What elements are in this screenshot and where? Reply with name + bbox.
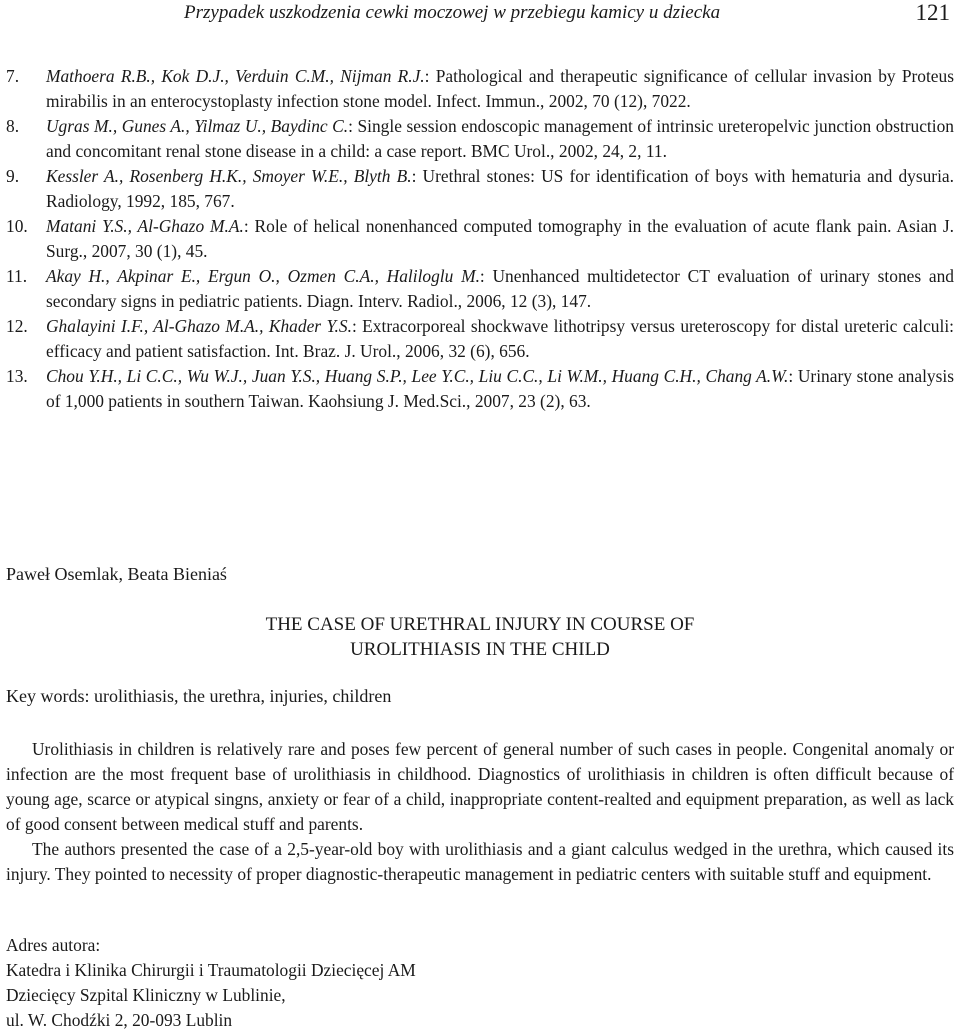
reference-authors: Ugras M., Gunes A., Yilmaz U., Baydinc C.	[46, 116, 349, 136]
reference-text: : Single session endoscopic management of intrinsic ureteropelvic junction obstruction and concomitant renal stone disease in a child: a case report. BMC Urol., 2002, 24, 2, 11.	[46, 116, 954, 161]
article-authors: Paweł Osemlak, Beata Bieniaś	[6, 564, 227, 584]
address-line: Adres autora:	[6, 935, 101, 955]
keywords: Key words: urolithiasis, the urethra, injuries, children	[6, 686, 392, 706]
reference-number: 12.	[6, 316, 28, 336]
reference-number: 7.	[6, 66, 20, 86]
abstract-paragraph: Urolithiasis in children is relatively rare and poses few percent of general number of such cases in people. Congenital anomaly or infection are the most frequent base of urolithiasis in childhood. Diagnostics of urolithiasis in children is often difficult because of young age, scarce or atypical singns, anxiety or fear of a child, inappropriate content-realted and equipment preparation, as well as lack of good consent between medical stuff and parents.	[6, 739, 954, 834]
reference-item	[6, 364, 954, 414]
article-title	[0, 612, 960, 662]
reference-number: 9.	[6, 166, 20, 186]
author-address	[6, 933, 416, 1033]
address-line: ul. W. Chodźki 2, 20-093 Lublin	[6, 1010, 233, 1030]
reference-number: 10.	[6, 216, 28, 236]
reference-text: : Role of helical nonenhanced computed tomography in the evaluation of acute flank pain. Asian J. Surg., 2007, 30 (1), 45.	[46, 216, 954, 261]
reference-authors: Mathoera R.B., Kok D.J., Verduin C.M., Nijman R.J.	[46, 66, 425, 86]
reference-list	[6, 64, 954, 414]
page-number: 121	[915, 0, 950, 25]
abstract	[6, 737, 954, 887]
address-line: Dziecięcy Szpital Kliniczny w Lublinie,	[6, 985, 286, 1005]
reference-authors: Akay H., Akpinar E., Ergun O., Ozmen C.A., Haliloglu M.	[46, 266, 480, 286]
article-title-line-1: THE CASE OF URETHRAL INJURY IN COURSE OF	[265, 614, 695, 635]
reference-number: 13.	[6, 366, 28, 386]
reference-number: 11.	[6, 266, 28, 286]
running-title: Przypadek uszkodzenia cewki moczowej w przebiegu kamicy u dziecka	[184, 2, 721, 23]
reference-text: : Unenhanced multidetector CT evaluation of urinary stones and secondary signs in pediatric patients. Diagn. Interv. Radiol., 2006, 12 (3), 147.	[46, 266, 954, 311]
reference-text: : Pathological and therapeutic significance of cellular invasion by Proteus mirabilis in an enterocystoplasty infection stone model. Infect. Immun., 2002, 70 (12), 7022.	[46, 66, 954, 111]
reference-number: 8.	[6, 116, 20, 136]
abstract-paragraph: The authors presented the case of a 2,5-year-old boy with urolithiasis and a giant calculus wedged in the urethra, which caused its injury. They pointed to necessity of proper diagnostic-therapeutic management in pediatric centers with suitable stuff and equipment.	[6, 839, 954, 884]
reference-text: : Urinary stone analysis of 1,000 patients in southern Taiwan. Kaohsiung J. Med.Sci., 2007, 23 (2), 63.	[46, 366, 954, 411]
reference-item	[6, 314, 954, 364]
reference-authors: Chou Y.H., Li C.C., Wu W.J., Juan Y.S., Huang S.P., Lee Y.C., Liu C.C., Li W.M., Huang C.H., Chang A.W.	[46, 366, 789, 386]
reference-authors: Matani Y.S., Al-Ghazo M.A.	[46, 216, 244, 236]
reference-text: : Urethral stones: US for identification of boys with hematuria and dysuria. Radiology, 1992, 185, 767.	[46, 166, 954, 211]
reference-authors: Kessler A., Rosenberg H.K., Smoyer W.E., Blyth B.	[46, 166, 412, 186]
reference-item	[6, 64, 954, 114]
running-header	[0, 0, 952, 30]
article-title-line-2: UROLITHIASIS IN THE CHILD	[350, 639, 610, 660]
reference-item	[6, 114, 954, 164]
reference-text: : Extracorporeal shockwave lithotripsy versus ureteroscopy for distal ureteric calculi: efficacy and patient satisfaction. Int. Braz. J. Urol., 2006, 32 (6), 656.	[46, 316, 954, 361]
reference-item	[6, 214, 954, 264]
reference-item	[6, 164, 954, 214]
reference-authors: Ghalayini I.F., Al-Ghazo M.A., Khader Y.S.	[46, 316, 352, 336]
reference-item	[6, 264, 954, 314]
address-line: Katedra i Klinika Chirurgii i Traumatologii Dziecięcej AM	[6, 960, 416, 980]
